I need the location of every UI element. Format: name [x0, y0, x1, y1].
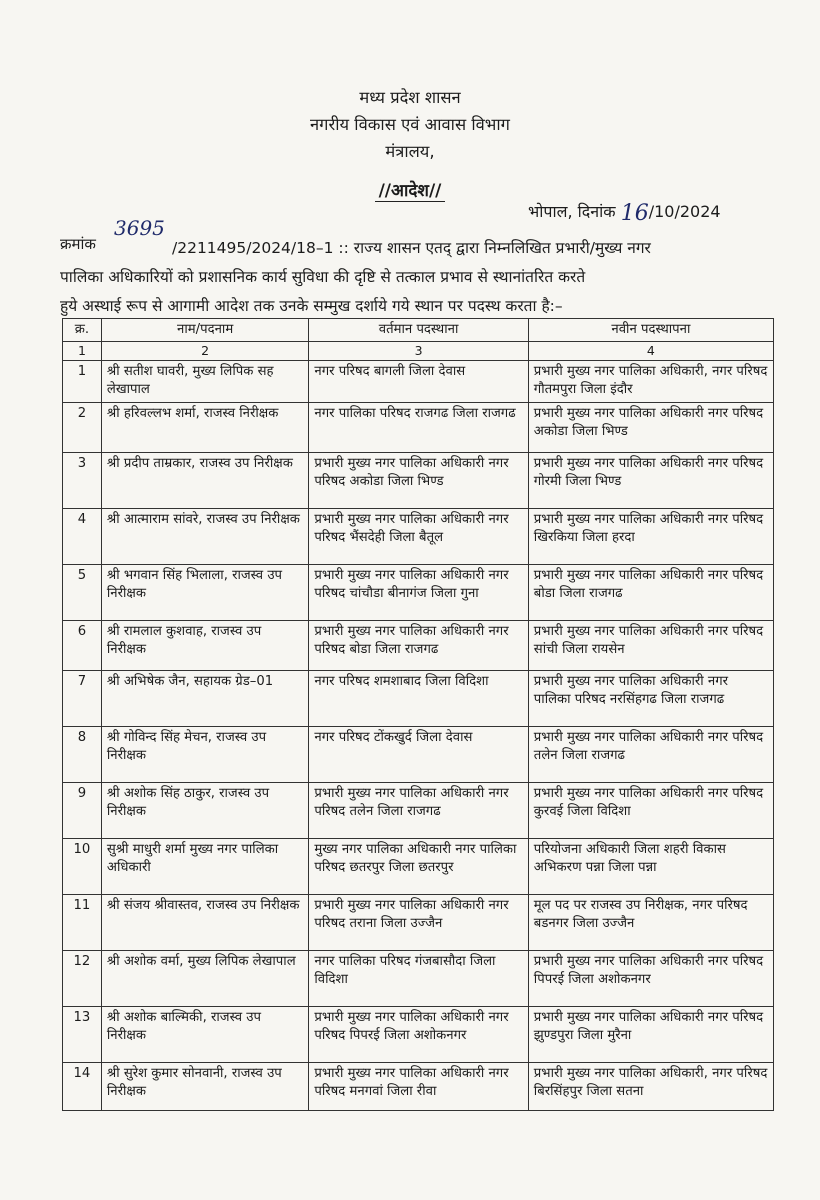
- handwritten-reference: 3695: [114, 216, 165, 240]
- ministry-name: मंत्रालय,: [385, 142, 435, 161]
- intro-line-3: हुये अस्थाई रूप से आगामी आदेश तक उनके सम्मुख दर्शाये गये स्थान पर पदस्थ करता है:–: [60, 297, 563, 315]
- current-posting-cell: नगर पालिका परिषद गंजबासौदा जिला विदिशा: [309, 951, 528, 1007]
- table-header-row: [63, 319, 774, 342]
- table-row: [63, 895, 774, 951]
- serial-number-cell: 3: [63, 453, 102, 509]
- serial-number-cell: 8: [63, 727, 102, 783]
- table-row: [63, 839, 774, 895]
- new-posting-cell: प्रभारी मुख्य नगर पालिका अधिकारी नगर परिषद गोरमी जिला भिण्ड: [528, 453, 773, 509]
- serial-number-cell: 7: [63, 671, 102, 727]
- current-posting-cell: प्रभारी मुख्य नगर पालिका अधिकारी नगर परिषद तलेन जिला राजगढ: [309, 783, 528, 839]
- place-date: [528, 198, 721, 226]
- table-row: [63, 951, 774, 1007]
- serial-number-cell: 12: [63, 951, 102, 1007]
- new-posting-cell: प्रभारी मुख्य नगर पालिका अधिकारी नगर परिषद झुण्डपुरा जिला मुरैना: [528, 1007, 773, 1063]
- place-date-prefix: भोपाल, दिनांक: [528, 202, 616, 221]
- current-posting-cell: प्रभारी मुख्य नगर पालिका अधिकारी नगर परिषद बोडा जिला राजगढ: [309, 621, 528, 671]
- name-designation-cell: श्री आत्माराम सांवरे, राजस्व उप निरीक्षक: [101, 509, 309, 565]
- header-current-posting: वर्तमान पदस्थाना: [309, 319, 528, 342]
- name-designation-cell: श्री अभिषेक जैन, सहायक ग्रेड–01: [101, 671, 309, 727]
- new-posting-cell: प्रभारी मुख्य नगर पालिका अधिकारी नगर परिषद तलेन जिला राजगढ: [528, 727, 773, 783]
- column-number: 1: [63, 342, 102, 361]
- current-posting-cell: नगर परिषद टोंकखुर्द जिला देवास: [309, 727, 528, 783]
- current-posting-cell: प्रभारी मुख्य नगर पालिका अधिकारी नगर परिषद मनगवां जिला रीवा: [309, 1063, 528, 1111]
- name-designation-cell: श्री अशोक वर्मा, मुख्य लिपिक लेखापाल: [101, 951, 309, 1007]
- table-row: [63, 671, 774, 727]
- current-posting-cell: नगर परिषद शमशाबाद जिला विदिशा: [309, 671, 528, 727]
- new-posting-cell: परियोजना अधिकारी जिला शहरी विकास अभिकरण पन्ना जिला पन्ना: [528, 839, 773, 895]
- current-posting-cell: मुख्य नगर पालिका अधिकारी नगर पालिका परिषद छतरपुर जिला छतरपुर: [309, 839, 528, 895]
- header-new-posting: नवीन पदस्थापना: [528, 319, 773, 342]
- serial-number-cell: 11: [63, 895, 102, 951]
- name-designation-cell: श्री सुरेश कुमार सोनवानी, राजस्व उप निरीक्षक: [101, 1063, 309, 1111]
- header-serial: क्र.: [63, 319, 102, 342]
- date-suffix: /10/2024: [648, 202, 721, 221]
- order-title: //आदेश//: [375, 181, 446, 202]
- new-posting-cell: प्रभारी मुख्य नगर पालिका अधिकारी नगर परिषद खिरकिया जिला हरदा: [528, 509, 773, 565]
- column-number: 4: [528, 342, 773, 361]
- serial-number-cell: 9: [63, 783, 102, 839]
- new-posting-cell: प्रभारी मुख्य नगर पालिका अधिकारी नगर परिषद अकोडा जिला भिण्ड: [528, 403, 773, 453]
- serial-number-cell: 14: [63, 1063, 102, 1111]
- name-designation-cell: श्री भगवान सिंह भिलाला, राजस्व उप निरीक्षक: [101, 565, 309, 621]
- table-row: [63, 621, 774, 671]
- name-designation-cell: श्री प्रदीप ताम्रकार, राजस्व उप निरीक्षक: [101, 453, 309, 509]
- name-designation-cell: श्री संजय श्रीवास्तव, राजस्व उप निरीक्षक: [101, 895, 309, 951]
- name-designation-cell: श्री अशोक बाल्मिकी, राजस्व उप निरीक्षक: [101, 1007, 309, 1063]
- table-row: [63, 361, 774, 403]
- serial-number-cell: 5: [63, 565, 102, 621]
- new-posting-cell: प्रभारी मुख्य नगर पालिका अधिकारी नगर परिषद कुरवई जिला विदिशा: [528, 783, 773, 839]
- name-designation-cell: श्री हरिवल्लभ शर्मा, राजस्व निरीक्षक: [101, 403, 309, 453]
- table-body: [63, 361, 774, 1111]
- government-name: मध्य प्रदेश शासन: [359, 88, 461, 107]
- current-posting-cell: नगर पालिका परिषद राजगढ जिला राजगढ: [309, 403, 528, 453]
- serial-number-cell: 6: [63, 621, 102, 671]
- table-row: [63, 403, 774, 453]
- new-posting-cell: प्रभारी मुख्य नगर पालिका अधिकारी, नगर परिषद गौतमपुरा जिला इंदौर: [528, 361, 773, 403]
- table-row: [63, 509, 774, 565]
- name-designation-cell: श्री सतीश घावरी, मुख्य लिपिक सह लेखापाल: [101, 361, 309, 403]
- new-posting-cell: प्रभारी मुख्य नगर पालिका अधिकारी नगर पालिका परिषद नरसिंहगढ जिला राजगढ: [528, 671, 773, 727]
- serial-number-cell: 13: [63, 1007, 102, 1063]
- new-posting-cell: प्रभारी मुख्य नगर पालिका अधिकारी, नगर परिषद बिरसिंहपुर जिला सतना: [528, 1063, 773, 1111]
- column-number: 2: [101, 342, 309, 361]
- column-number: 3: [309, 342, 528, 361]
- serial-number-cell: 4: [63, 509, 102, 565]
- reference-label: क्रमांक: [60, 235, 96, 253]
- table-row: [63, 1063, 774, 1111]
- current-posting-cell: प्रभारी मुख्य नगर पालिका अधिकारी नगर परिषद तराना जिला उज्जैन: [309, 895, 528, 951]
- table-row: [63, 1007, 774, 1063]
- letterhead: [0, 84, 820, 165]
- table-row: [63, 727, 774, 783]
- serial-number-cell: 10: [63, 839, 102, 895]
- order-intro-paragraph: [60, 234, 800, 321]
- new-posting-cell: मूल पद पर राजस्व उप निरीक्षक, नगर परिषद बडनगर जिला उज्जैन: [528, 895, 773, 951]
- current-posting-cell: प्रभारी मुख्य नगर पालिका अधिकारी नगर परिषद अकोडा जिला भिण्ड: [309, 453, 528, 509]
- department-name: नगरीय विकास एवं आवास विभाग: [310, 115, 510, 134]
- transfer-table: [62, 318, 774, 1111]
- current-posting-cell: नगर परिषद बागली जिला देवास: [309, 361, 528, 403]
- serial-number-cell: 1: [63, 361, 102, 403]
- name-designation-cell: श्री रामलाल कुशवाह, राजस्व उप निरीक्षक: [101, 621, 309, 671]
- name-designation-cell: सुश्री माधुरी शर्मा मुख्य नगर पालिका अधिकारी: [101, 839, 309, 895]
- current-posting-cell: प्रभारी मुख्य नगर पालिका अधिकारी नगर परिषद चांचौडा बीनागंज जिला गुना: [309, 565, 528, 621]
- new-posting-cell: प्रभारी मुख्य नगर पालिका अधिकारी नगर परिषद सांची जिला रायसेन: [528, 621, 773, 671]
- name-designation-cell: श्री अशोक सिंह ठाकुर, राजस्व उप निरीक्षक: [101, 783, 309, 839]
- intro-line-2: पालिका अधिकारियों को प्रशासनिक कार्य सुविधा की दृष्टि से तत्काल प्रभाव से स्थानांतरित करते: [60, 268, 586, 286]
- name-designation-cell: श्री गोविन्द सिंह मेचन, राजस्व उप निरीक्षक: [101, 727, 309, 783]
- serial-number-cell: 2: [63, 403, 102, 453]
- table-row: [63, 783, 774, 839]
- new-posting-cell: प्रभारी मुख्य नगर पालिका अधिकारी नगर परिषद बोडा जिला राजगढ: [528, 565, 773, 621]
- table-row: [63, 453, 774, 509]
- new-posting-cell: प्रभारी मुख्य नगर पालिका अधिकारी नगर परिषद पिपरई जिला अशोकनगर: [528, 951, 773, 1007]
- header-name-designation: नाम/पदनाम: [101, 319, 309, 342]
- table-row: [63, 565, 774, 621]
- intro-line-1: /2211495/2024/18–1 :: राज्य शासन एतद् द्वारा निम्नलिखित प्रभारी/मुख्य नगर: [172, 239, 651, 257]
- handwritten-day: 16: [620, 201, 649, 226]
- current-posting-cell: प्रभारी मुख्य नगर पालिका अधिकारी नगर परिषद पिपरई जिला अशोकनगर: [309, 1007, 528, 1063]
- current-posting-cell: प्रभारी मुख्य नगर पालिका अधिकारी नगर परिषद भैंसदेही जिला बैतूल: [309, 509, 528, 565]
- column-number-row: [63, 342, 774, 361]
